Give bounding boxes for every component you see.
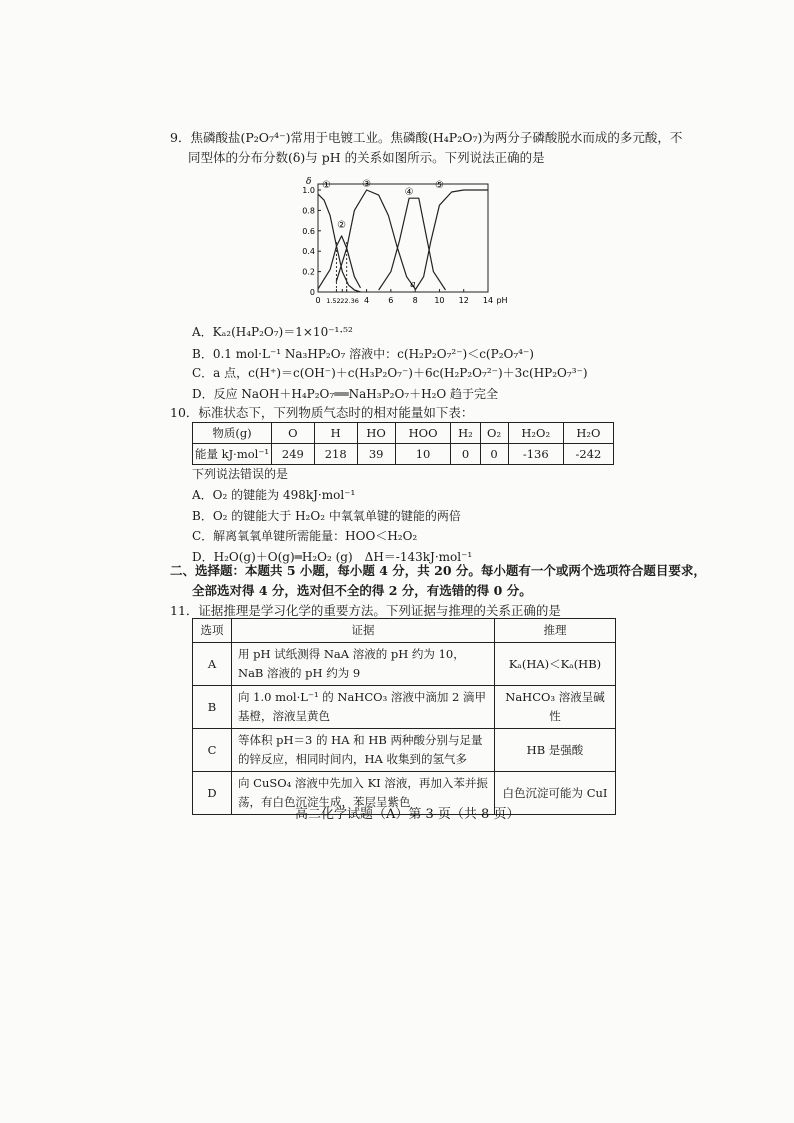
energy-value-cell: 218	[314, 444, 357, 465]
row-option-label: B	[193, 686, 232, 729]
energy-header-cell: HOO	[395, 423, 451, 444]
x-tick-label: 12	[458, 296, 469, 305]
q10-stem: 下列说法错误的是	[192, 467, 289, 481]
energy-value-cell: -242	[563, 444, 613, 465]
table-row	[193, 729, 616, 772]
q9-option-d: D．反应 NaOH＋H₄P₂O₇══NaH₃P₂O₇＋H₂O 趋于完全	[192, 387, 499, 401]
q10-option-d: D．H₂O(g)＋O(g)═H₂O₂ (g) ΔH＝-143kJ·mol⁻¹	[192, 550, 473, 564]
row-evidence: 用 pH 试纸测得 NaA 溶液的 pH 约为 10，NaB 溶液的 pH 约为 9	[232, 643, 495, 686]
row-option-label: D	[193, 772, 232, 815]
y-tick-label: 0	[309, 288, 315, 297]
evidence-header-evidence: 证据	[232, 619, 495, 643]
energy-header-cell: 物质(g)	[193, 423, 272, 444]
distribution-chart	[290, 170, 510, 320]
page-footer: 高二化学试题（A）第 3 页（共 8 页）	[295, 807, 520, 822]
energy-value-cell: -136	[508, 444, 563, 465]
q9-option-b: B．0.1 mol·L⁻¹ Na₃HP₂O₇ 溶液中：c(H₂P₂O₇²⁻)＜c(P₂O₇⁴⁻)	[192, 347, 534, 361]
y-tick-label: 1.0	[302, 186, 315, 195]
series-line	[379, 198, 446, 290]
q11-title: 11．证据推理是学习化学的重要方法。下列证据与推理的关系正确的是	[170, 603, 561, 618]
q10-option-c: C．解离氧氧单键所需能量：HOO＜H₂O₂	[192, 529, 418, 543]
row-evidence: 向 1.0 mol·L⁻¹ 的 NaHCO₃ 溶液中滴加 2 滴甲基橙，溶液呈黄色	[232, 686, 495, 729]
table-row	[193, 686, 616, 729]
energy-value-cell: 39	[357, 444, 395, 465]
energy-header-cell: H₂O	[563, 423, 613, 444]
q10-title: 10．标准状态下，下列物质气态时的相对能量如下表：	[170, 405, 474, 420]
q9-stem-line2: 同型体的分布分数(δ)与 pH 的关系如图所示。下列说法正确的是	[188, 150, 545, 165]
x-tick-label: 10	[434, 296, 445, 305]
point-a-label: a	[410, 279, 416, 290]
energy-value-cell: 10	[395, 444, 451, 465]
series-label: ④	[404, 187, 414, 199]
energy-header-cell: H₂	[451, 423, 480, 444]
row-inference: HB 是强酸	[495, 729, 616, 772]
q9-option-c: C．a 点，c(H⁺)＝c(OH⁻)＋c(H₃P₂O₇⁻)＋6c(H₂P₂O₇²⁻)＋3c(HP₂O₇³⁻)	[192, 366, 588, 380]
energy-value-cell: 0	[480, 444, 508, 465]
evidence-header-inference: 推理	[495, 619, 616, 643]
evidence-table	[192, 618, 616, 815]
series-label: ①	[322, 180, 331, 191]
energy-header-cell: H₂O₂	[508, 423, 563, 444]
evidence-header-option: 选项	[193, 619, 232, 643]
x-tick-label: 4	[364, 296, 370, 305]
row-option-label: A	[193, 643, 232, 686]
energy-header-cell: O₂	[480, 423, 508, 444]
energy-header-cell: O	[272, 423, 315, 444]
row-inference: 白色沉淀可能为 CuI	[495, 772, 616, 815]
x-axis-label: pH	[496, 296, 508, 305]
row-evidence: 向 CuSO₄ 溶液中先加入 KI 溶液，再加入苯并振荡，有白色沉淀生成，苯层呈紫色	[232, 772, 495, 815]
x-tick-label: 2	[340, 297, 345, 305]
x-tick-label: 6	[388, 296, 394, 305]
row-option-label: C	[193, 729, 232, 772]
y-tick-label: 0.2	[302, 267, 315, 277]
evidence-table-header	[193, 619, 616, 643]
row-evidence: 等体积 pH＝3 的 HA 和 HB 两种酸分别与足量的锌反应，相同时间内，HA 收集到的氢气多	[232, 729, 495, 772]
energy-table-value-row	[193, 444, 614, 465]
y-axis-label: δ	[306, 177, 312, 187]
table-row	[193, 643, 616, 686]
q9-option-a: A．Kₐ₂(H₄P₂O₇)＝1×10⁻¹·⁵²	[192, 325, 353, 339]
series-line	[318, 236, 361, 289]
y-tick-label: 0.4	[302, 247, 315, 257]
section2-line2: 全部选对得 4 分，选对但不全的得 2 分，有选错的得 0 分。	[192, 583, 532, 598]
plot-frame	[318, 184, 488, 292]
y-tick-label: 0.6	[302, 226, 315, 236]
series-label: ⑤	[434, 180, 444, 191]
x-tick-label: 2.36	[344, 297, 359, 305]
q9-stem-line1: 9．焦磷酸盐(P₂O₇⁴⁻)常用于电镀工业。焦磷酸(H₄P₂O₇)为两分子磷酸脱水而成的多元酸，不	[170, 130, 683, 145]
x-tick-label: 1.52	[326, 297, 341, 305]
x-tick-label: 14	[482, 296, 494, 305]
energy-table	[192, 422, 614, 465]
energy-value-cell: 0	[451, 444, 480, 465]
series-label: ③	[362, 179, 372, 190]
energy-value-cell: 249	[272, 444, 315, 465]
x-tick-label: 0	[315, 296, 321, 305]
energy-header-cell: HO	[357, 423, 395, 444]
section2-line1: 二、选择题：本题共 5 小题，每小题 4 分，共 20 分。每小题有一个或两个选项符合题目要求，	[170, 563, 706, 578]
q10-option-b: B．O₂ 的键能大于 H₂O₂ 中氧氧单键的键能的两倍	[192, 509, 461, 523]
x-tick-label: 8	[412, 296, 418, 305]
row-inference: NaHCO₃ 溶液呈碱性	[495, 686, 616, 729]
energy-header-cell: H	[314, 423, 357, 444]
row-inference: Kₐ(HA)＜Kₐ(HB)	[495, 643, 616, 686]
series-label: ②	[337, 219, 347, 231]
y-tick-label: 0.8	[302, 206, 315, 216]
energy-row-label: 能量 kJ·mol⁻¹	[193, 444, 272, 465]
energy-table-header-row	[193, 423, 614, 444]
series-line	[336, 190, 415, 289]
q10-option-a: A．O₂ 的键能为 498kJ·mol⁻¹	[192, 488, 356, 502]
series-line	[415, 190, 488, 290]
